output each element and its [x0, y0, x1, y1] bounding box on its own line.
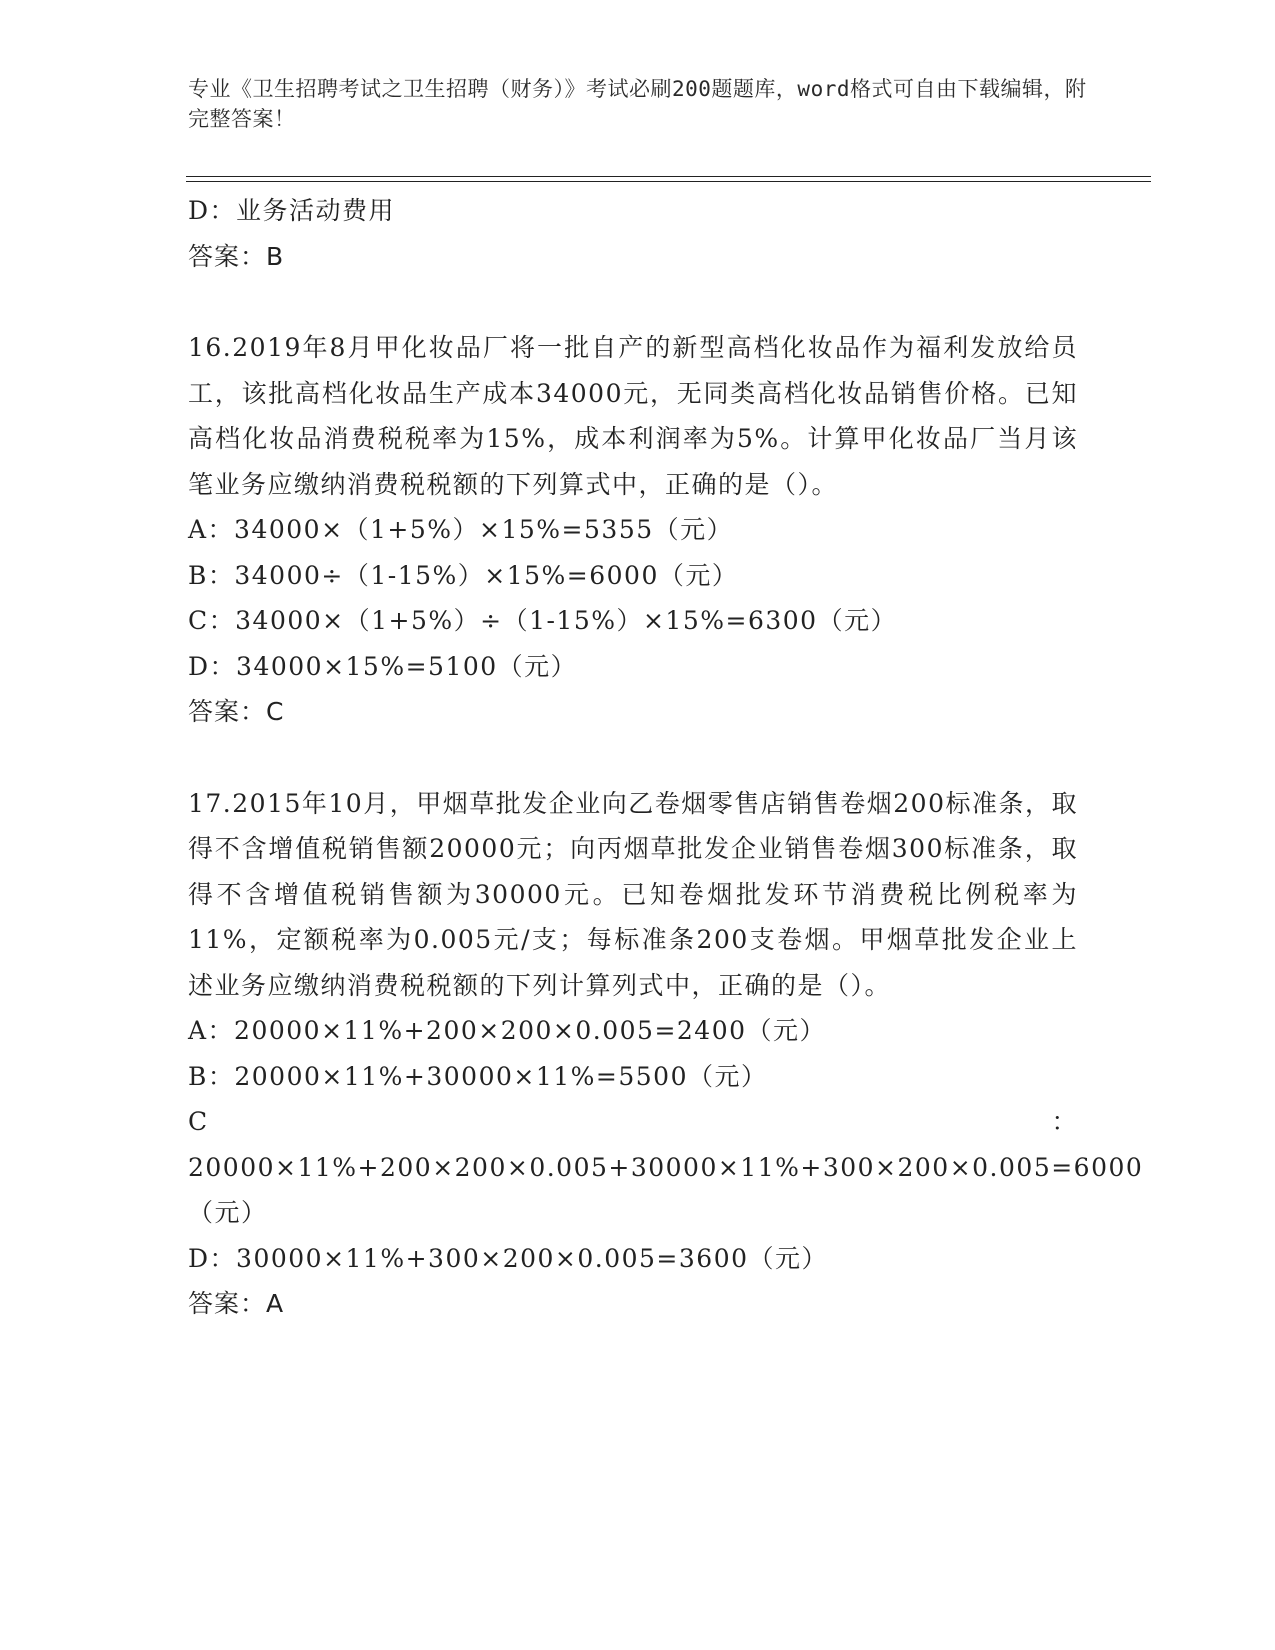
option-a: A：20000×11%+200×200×0.005=2400（元）	[188, 1016, 827, 1045]
option-d: D：34000×15%=5100（元）	[188, 651, 578, 681]
prev-option-d: D：业务活动费用	[188, 196, 396, 225]
header-rule-thick	[186, 176, 1151, 177]
answer: 答案：C	[188, 697, 285, 726]
spacer	[188, 279, 1088, 325]
option-d: D：30000×11%+300×200×0.005=3600（元）	[188, 1243, 829, 1273]
answer: 答案：A	[188, 1289, 285, 1318]
question-17	[188, 781, 1144, 1327]
document-header: 专业《卫生招聘考试之卫生招聘（财务）》考试必刷200题题库，word格式可自由下载编辑，附完整答案！	[188, 77, 1087, 131]
option-c: C：20000×11%+200×200×0.005+30000×11%+300×200×0.005=6000（元）	[188, 1107, 1144, 1227]
header-rule-thin	[186, 181, 1151, 182]
document-body	[188, 188, 1144, 1327]
question-16	[188, 325, 1088, 735]
spacer	[188, 735, 1088, 781]
option-a: A：34000×（1+5%）×15%=5355（元）	[188, 515, 734, 544]
option-b: B：20000×11%+30000×11%=5500（元）	[188, 1061, 768, 1091]
question-text: 17.2015年10月，甲烟草批发企业向乙卷烟零售店销售卷烟200标准条，取得不含增值税销售额20000元；向丙烟草批发企业销售卷烟300标准条，取得不含增值税销售额为30000元。已知卷烟批发环节消费税比例税率为11%，定额税率为0.005元/支；每标准条200支卷烟。甲烟草批发企业上述业务应缴纳消费税税额的下列计算列式中，正确的是（）。	[188, 788, 1078, 1000]
option-c: C：34000×（1+5%）÷（1-15%）×15%=6300（元）	[188, 606, 898, 635]
prev-answer: 答案：B	[188, 241, 285, 271]
question-text: 16.2019年8月甲化妆品厂将一批自产的新型高档化妆品作为福利发放给员工，该批高档化妆品生产成本34000元，无同类高档化妆品销售价格。已知高档化妆品消费税税率为15%，成本利润率为5%。计算甲化妆品厂当月该笔业务应缴纳消费税税额的下列算式中，正确的是（）。	[188, 333, 1078, 499]
option-b: B：34000÷（1-15%）×15%=6000（元）	[188, 560, 739, 590]
